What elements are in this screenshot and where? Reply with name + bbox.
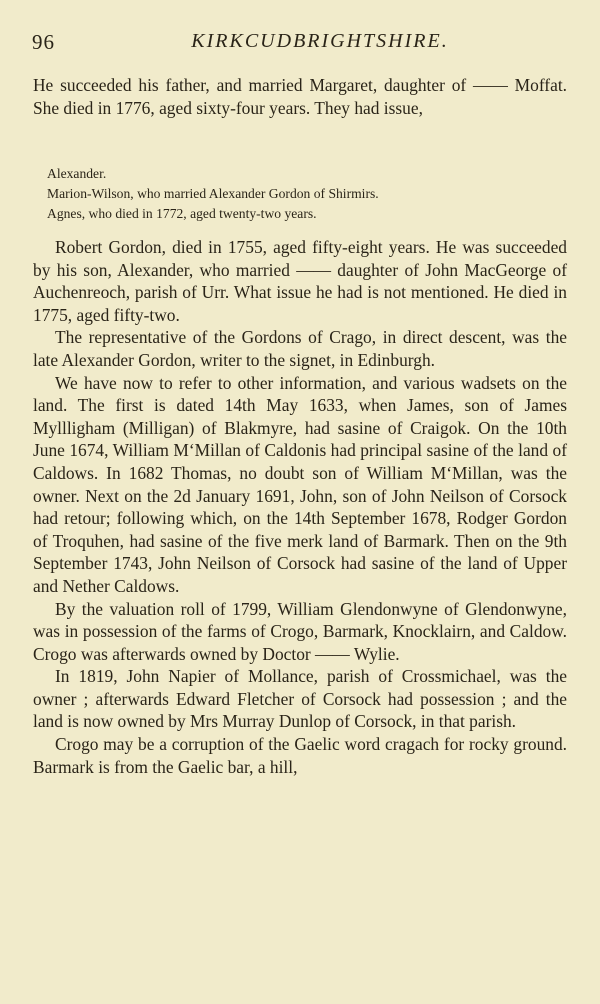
issue-list [47,164,557,224]
intro-paragraph: He succeeded his father, and married Margaret, daughter of —— Moffat. She died in 1776, aged sixty-four years. They had issue, [33,75,567,118]
paragraph: By the valuation roll of 1799, William Glendonwyne of Glendonwyne, was in possession of the farms of Crogo, Barmark, Knocklairn, and Caldow. Crogo was afterwards owned by Doctor —— Wylie. [33,598,567,664]
page-header [32,30,568,60]
paragraph: In 1819, John Napier of Mollance, parish of Crossmichael, was the owner ; afterwards Edward Fletcher of Corsock had possession ; and the land is now owned by Mrs Murray Dunlop of Corsock, in that parish. [33,666,567,732]
intro-paragraph-block [33,74,567,119]
paragraph: We have now to refer to other information, and various wadsets on the land. The first is dated 14th May 1633, when James, son of James Myllligham (Milligan) of Blakmyre, had sasine of Craigok. On the 10th June 1674, William M‘Millan of Caldonis had principal sasine of the land of Caldows. In 1682 Thomas, no doubt son of William M‘Millan, was the owner. Next on the 2d January 1691, John, son of John Neilson of Corsock had retour; following which, on the 14th September 1678, Rodger Gordon of Troquhen, had sasine of the five merk land of Barmark. Then on the 9th September 1743, John Neilson of Corsock had sasine of the land of Upper and Nether Caldows. [33,372,567,596]
list-item: Agnes, who died in 1772, aged twenty-two years. [47,206,317,221]
list-item: Marion-Wilson, who married Alexander Gordon of Shirmirs. [47,186,379,201]
list-item: Alexander. [47,166,107,181]
page-number: 96 [32,30,55,54]
paragraph: Crogo may be a corruption of the Gaelic word cragach for rocky ground. Barmark is from the Gaelic bar, a hill, [33,734,567,777]
paragraph: Robert Gordon, died in 1755, aged fifty-eight years. He was succeeded by his son, Alexander, who married —— daughter of John MacGeorge of Auchenreoch, parish of Urr. What issue he had is not mentioned. He died in 1775, aged fifty-two. [33,237,567,325]
main-text [33,236,567,778]
running-title: KIRKCUDBRIGHTSHIRE. [191,30,449,52]
paragraph: The representative of the Gordons of Crago, in direct descent, was the late Alexander Gordon, writer to the signet, in Edinburgh. [33,327,567,370]
